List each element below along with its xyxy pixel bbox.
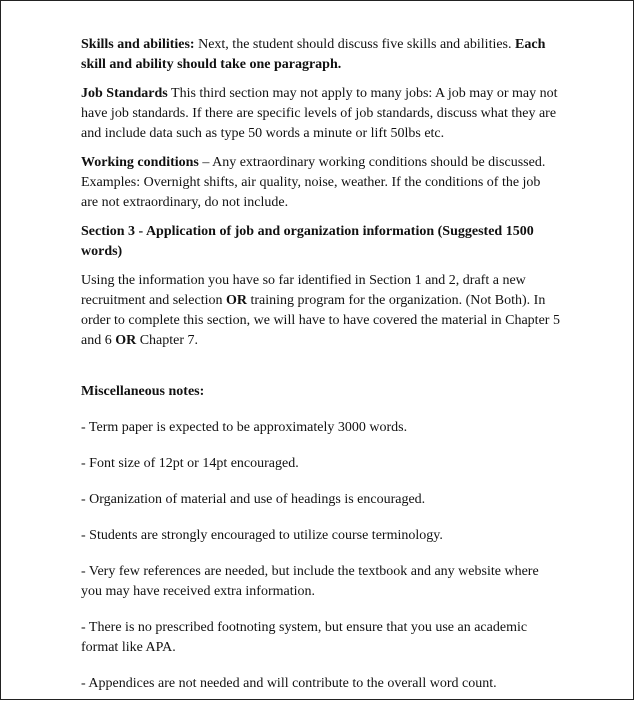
or-emphasis-1: OR — [226, 293, 247, 308]
section3-heading: Section 3 - Application of job and organization information (Suggested 1500 words) — [81, 224, 534, 259]
job-standards-paragraph — [81, 84, 561, 144]
misc-heading: Miscellaneous notes: — [81, 384, 205, 399]
job-standards-text: This third section may not apply to many jobs: A job may or may not have job standards. If there are specific levels of job standards, discuss what they are and include data such as type 50 words a minute or lift 50lbs etc. — [81, 86, 558, 141]
misc-note: - Term paper is expected to be approximately 3000 words. — [81, 420, 408, 435]
working-conditions-text: – Any extraordinary working conditions should be discussed. Examples: Overnight shifts, air quality, noise, weather. If the conditions of the job are not extraordinary, do not include. — [81, 155, 546, 210]
working-conditions-label: Working conditions — [81, 155, 199, 170]
job-standards-label: Job Standards — [81, 86, 168, 101]
misc-note: - Appendices are not needed and will contribute to the overall word count. — [81, 676, 497, 691]
document-body — [81, 35, 561, 710]
section-gap — [81, 360, 561, 382]
misc-note: - Font size of 12pt or 14pt encouraged. — [81, 456, 299, 471]
misc-note: - Very few references are needed, but include the textbook and any website where you may have received extra information. — [81, 564, 539, 599]
misc-note: - There is no prescribed footnoting system, but ensure that you use an academic format like APA. — [81, 620, 528, 655]
misc-notes-section — [81, 382, 561, 694]
misc-note: - Organization of material and use of headings is encouraged. — [81, 492, 426, 507]
working-conditions-paragraph — [81, 153, 561, 213]
skills-paragraph — [81, 35, 561, 75]
skills-emphasis: Each skill and ability should take one paragraph. — [81, 37, 546, 72]
skills-label: Skills and abilities: — [81, 37, 195, 52]
misc-note: - Students are strongly encouraged to utilize course terminology. — [81, 528, 443, 543]
section3-paragraph: Using the information you have so far identified in Section 1 and 2, draft a new recruitment and selection OR training program for the organization. (Not Both). In order to complete this section, we will have to have covered the material in Chapter 5 and 6 OR Chapter 7. — [81, 273, 560, 348]
or-emphasis-2: OR — [115, 333, 137, 348]
skills-text: Next, the student should discuss five skills and abilities. — [194, 37, 516, 52]
